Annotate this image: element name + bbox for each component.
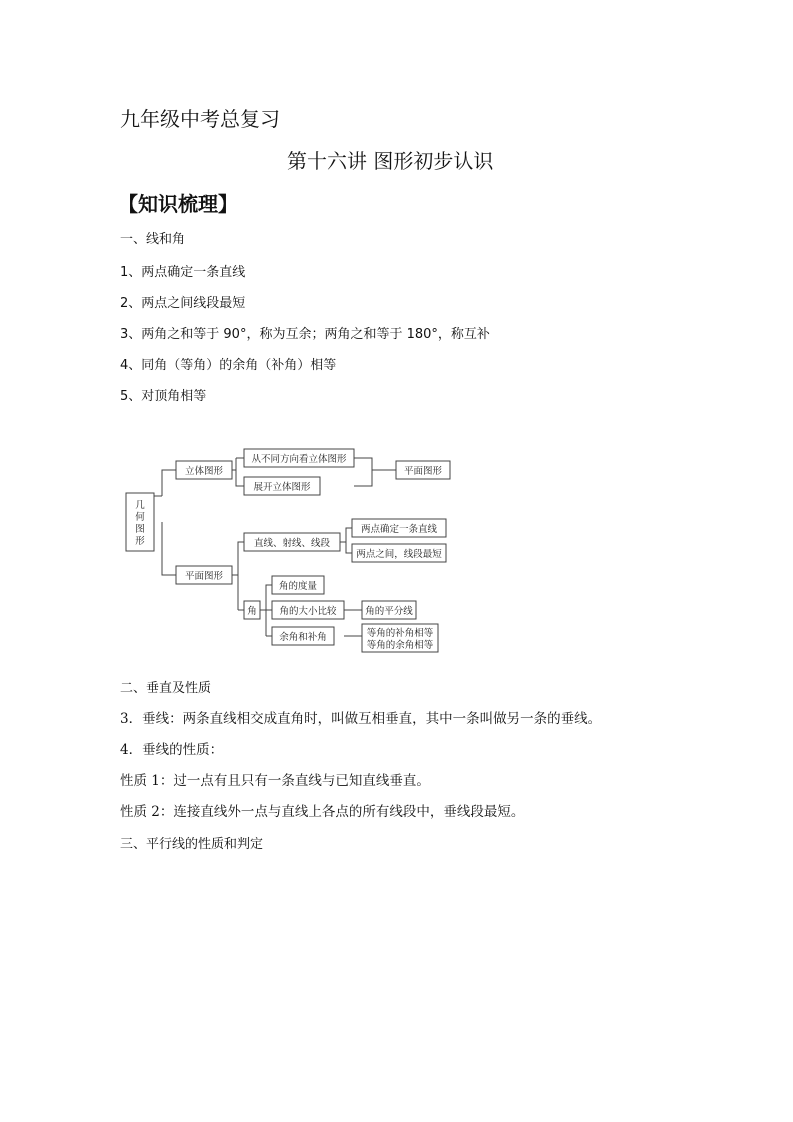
diagram-angle: 角 (247, 606, 257, 617)
diagram-solid: 立体图形 (184, 466, 224, 477)
part2-line-3: 性质 1：过一点有且只有一条直线与已知直线垂直。 (120, 773, 430, 789)
part2-heading: 二、垂直及性质 (120, 681, 212, 696)
part1-item-3: 3、两角之和等于 90°，称为互余；两角之和等于 180°，称互补 (120, 327, 490, 342)
diagram-root-char-3: 图 (135, 524, 145, 535)
lecture-title: 第十六讲 图形初步认识 (287, 149, 494, 173)
diagram-root-char-1: 几 (135, 500, 145, 511)
diagram-solid-view: 从不同方向看立体图形 (251, 454, 347, 465)
diagram-solid-unfold: 展开立体图形 (253, 482, 311, 493)
diagram-line-fact-2: 两点之间，线段最短 (356, 549, 442, 560)
diagram-comp-supp: 余角和补角 (279, 632, 327, 643)
diagram-bisector: 角的平分线 (365, 606, 413, 617)
geometry-concept-diagram (118, 440, 458, 660)
part2-line-4: 性质 2：连接直线外一点与直线上各点的所有线段中，垂线段最短。 (120, 804, 525, 820)
diagram-root-char-2: 何 (135, 512, 145, 523)
diagram-angle-measure: 角的度量 (278, 581, 318, 592)
diagram-plane-result: 平面图形 (403, 466, 443, 477)
diagram-root-char-4: 形 (135, 536, 145, 547)
section-heading: 【知识梳理】 (118, 192, 238, 216)
diagram-comp-fact-1: 等角的补角相等 (366, 628, 434, 639)
diagram-lines: 直线、射线、线段 (253, 538, 331, 549)
part1-item-1: 1、两点确定一条直线 (120, 265, 246, 280)
part1-item-5: 5、对顶角相等 (120, 389, 207, 404)
part3-heading: 三、平行线的性质和判定 (120, 837, 264, 852)
part1-item-2: 2、两点之间线段最短 (120, 296, 246, 311)
part1-heading: 一、线和角 (120, 232, 186, 247)
diagram-line-fact-1: 两点确定一条直线 (360, 524, 438, 535)
part2-line-2: 4．垂线的性质： (120, 742, 224, 758)
part2-line-1: 3．垂线：两条直线相交成直角时，叫做互相垂直，其中一条叫做另一条的垂线。 (120, 711, 602, 727)
part1-item-4: 4、同角（等角）的余角（补角）相等 (120, 358, 337, 373)
diagram-comp-fact-2: 等角的余角相等 (366, 640, 434, 651)
diagram-plane: 平面图形 (184, 571, 224, 582)
diagram-angle-compare: 角的大小比较 (279, 606, 337, 617)
document-header: 九年级中考总复习 (120, 107, 280, 131)
